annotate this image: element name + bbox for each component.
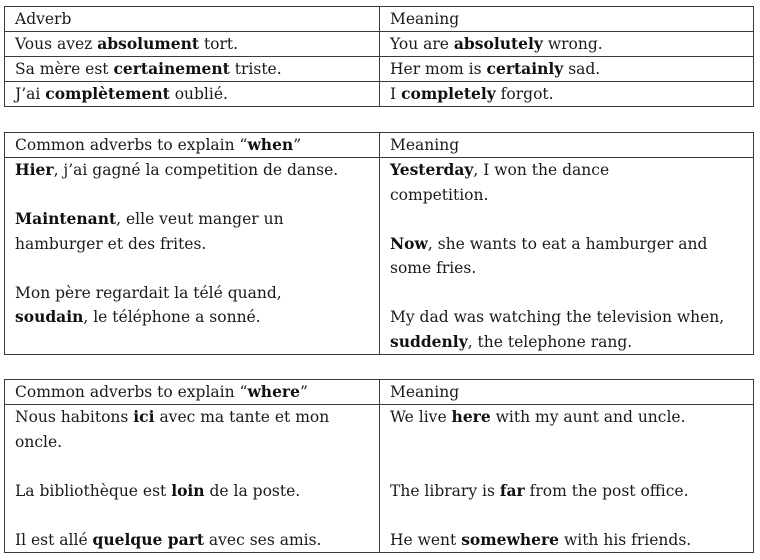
french-sentence: J’ai complètement oublié. — [5, 82, 380, 107]
adverb-table — [4, 6, 754, 107]
sentence: Nous habitons ici avec ma tante et mon oncle. — [15, 407, 330, 451]
table-header-row — [5, 133, 754, 158]
table-header-row — [5, 380, 754, 405]
french-sentences — [5, 405, 380, 553]
sentence: We live here with my aunt and uncle. — [390, 407, 686, 426]
header-when: Common adverbs to explain “when” — [5, 133, 380, 158]
header-adverb: Adverb — [5, 7, 380, 32]
sentence: Il est allé quelque part avec ses amis. — [15, 529, 322, 549]
sentence: Maintenant, elle veut manger un hamburger et des frites. — [15, 209, 284, 253]
table-row — [5, 158, 754, 355]
header-meaning: Meaning — [380, 7, 754, 32]
table-row — [5, 405, 754, 553]
when-adverbs-table — [4, 132, 754, 355]
english-sentences — [380, 158, 754, 355]
sentence: Yesterday, I won the dance competition. — [390, 160, 610, 204]
sentence: He went somewhere with his friends. — [390, 529, 692, 549]
english-meaning: I completely forgot. — [380, 82, 754, 107]
french-sentences — [5, 158, 380, 355]
english-sentences — [380, 405, 754, 553]
table-row — [5, 82, 754, 107]
french-sentence: Vous avez absolument tort. — [5, 32, 380, 57]
sentence: Hier, j’ai gagné la competition de danse. — [15, 160, 339, 179]
english-meaning: Her mom is certainly sad. — [380, 57, 754, 82]
header-where: Common adverbs to explain “where” — [5, 380, 380, 405]
english-meaning: You are absolutely wrong. — [380, 32, 754, 57]
table-row — [5, 57, 754, 82]
sentence: The library is far from the post office. — [390, 480, 689, 500]
header-meaning: Meaning — [380, 133, 754, 158]
table-row — [5, 32, 754, 57]
sentence: Mon père regardait la télé quand, soudain, le téléphone a sonné. — [15, 283, 282, 326]
french-sentence: Sa mère est certainement triste. — [5, 57, 380, 82]
header-meaning: Meaning — [380, 380, 754, 405]
where-adverbs-table — [4, 379, 754, 553]
sentence: My dad was watching the television when, suddenly, the telephone rang. — [390, 308, 725, 351]
sentence: Now, she wants to eat a hamburger and some fries. — [390, 233, 708, 277]
sentence: La bibliothèque est loin de la poste. — [15, 480, 301, 500]
table-header-row — [5, 7, 754, 32]
